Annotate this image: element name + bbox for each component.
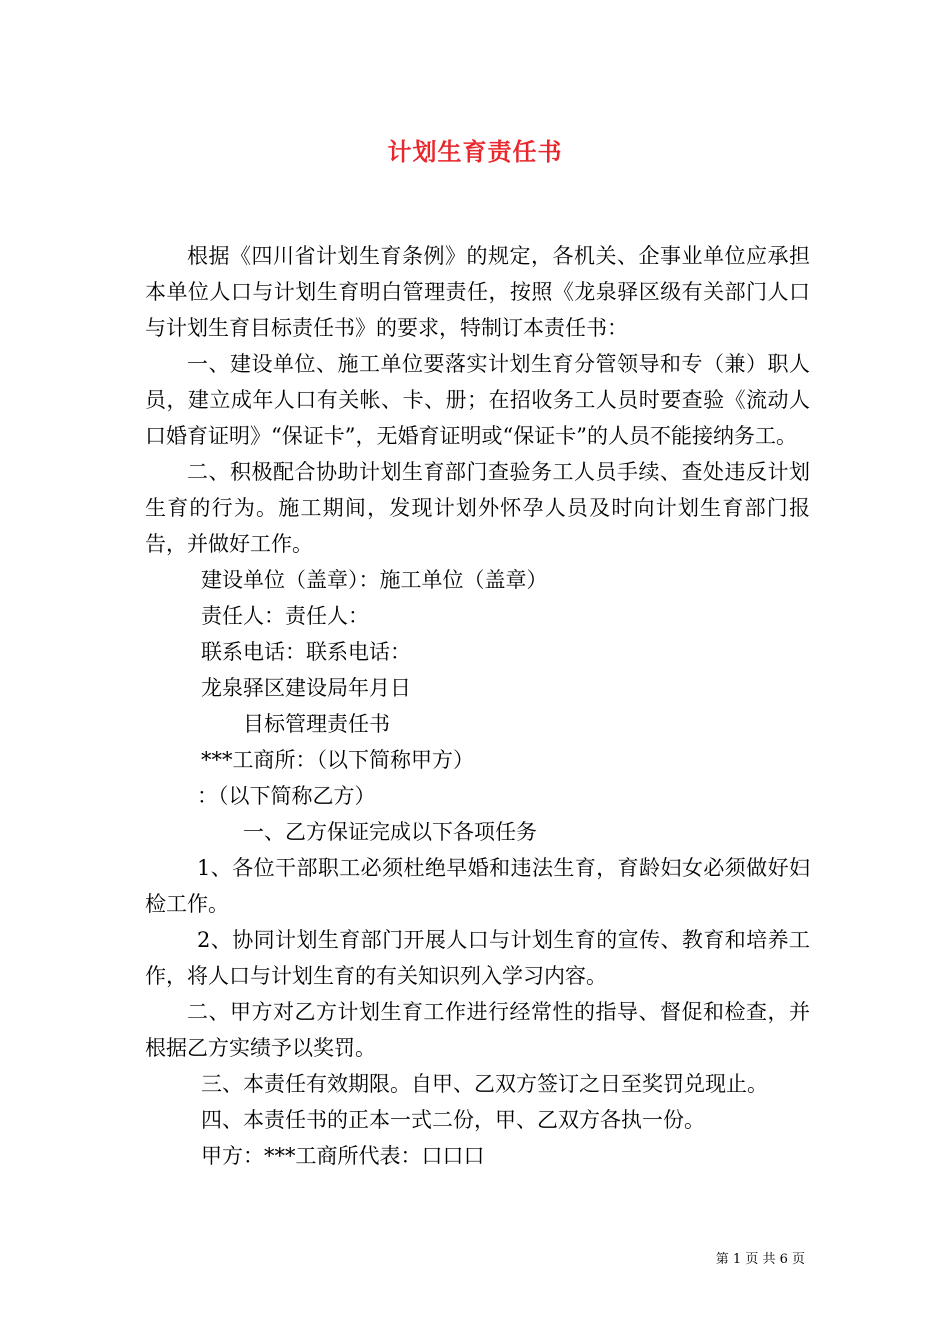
paragraph-item-guidance: 二、甲方对乙方计划生育工作进行经常性的指导、督促和检查，并根据乙方实绩予以奖罚。 [145,1000,810,1060]
copies-line: 四、本责任书的正本一式二份，甲、乙双方各执一份。 [201,1108,705,1132]
task-item-1: 1、各位干部职工必须杜绝早婚和违法生育，育龄妇女必须做好妇检工作。 [145,856,810,916]
paragraph-item-2: 二、积极配合协助计划生育部门查验务工人员手续、查处违反计划生育的行为。施工期间，发现计划外怀孕人员及时向计划生育部门报告，并做好工作。 [145,460,810,556]
document-body [145,238,810,1174]
party-b-line: ：（以下简称乙方） [197,784,376,808]
validity-line: 三、本责任有效期限。自甲、乙双方签订之日至奖罚兑现止。 [201,1072,768,1096]
paragraph-intro: 根据《四川省计划生育条例》的规定，各机关、企事业单位应承担本单位人口与计划生育明白管理责任，按照《龙泉驿区级有关部门人口与计划生育目标责任书》的要求，特制订本责任书： [145,244,810,340]
paragraph-item-1: 一、建设单位、施工单位要落实计划生育分管领导和专（兼）职人员，建立成年人口有关帐、卡、册；在招收务工人员时要查验《流动人口婚育证明》“保证卡”，无婚育证明或“保证卡”的人员不能接纳务工。 [145,352,810,448]
section-title: 目标管理责任书 [243,712,390,736]
issuer-date-line: 龙泉驿区建设局年月日 [201,676,411,700]
party-a-signature-line: 甲方：***工商所代表：口口口 [201,1144,485,1168]
task-item-2: 2、协同计划生育部门开展人口与计划生育的宣传、教育和培养工作，将人口与计划生育的有关知识列入学习内容。 [145,928,810,988]
contact-phone-line: 联系电话：联系电话： [201,640,411,664]
task-heading: 一、乙方保证完成以下各项任务 [243,820,537,844]
signature-units-line: 建设单位（盖章）：施工单位（盖章） [201,568,548,592]
page-number: 第 1 页 共 6 页 [715,1252,805,1267]
document-title: 计划生育责任书 [387,137,563,166]
responsible-person-line: 责任人：责任人： [201,604,369,628]
party-a-line: ***工商所：（以下简称甲方） [201,748,474,772]
